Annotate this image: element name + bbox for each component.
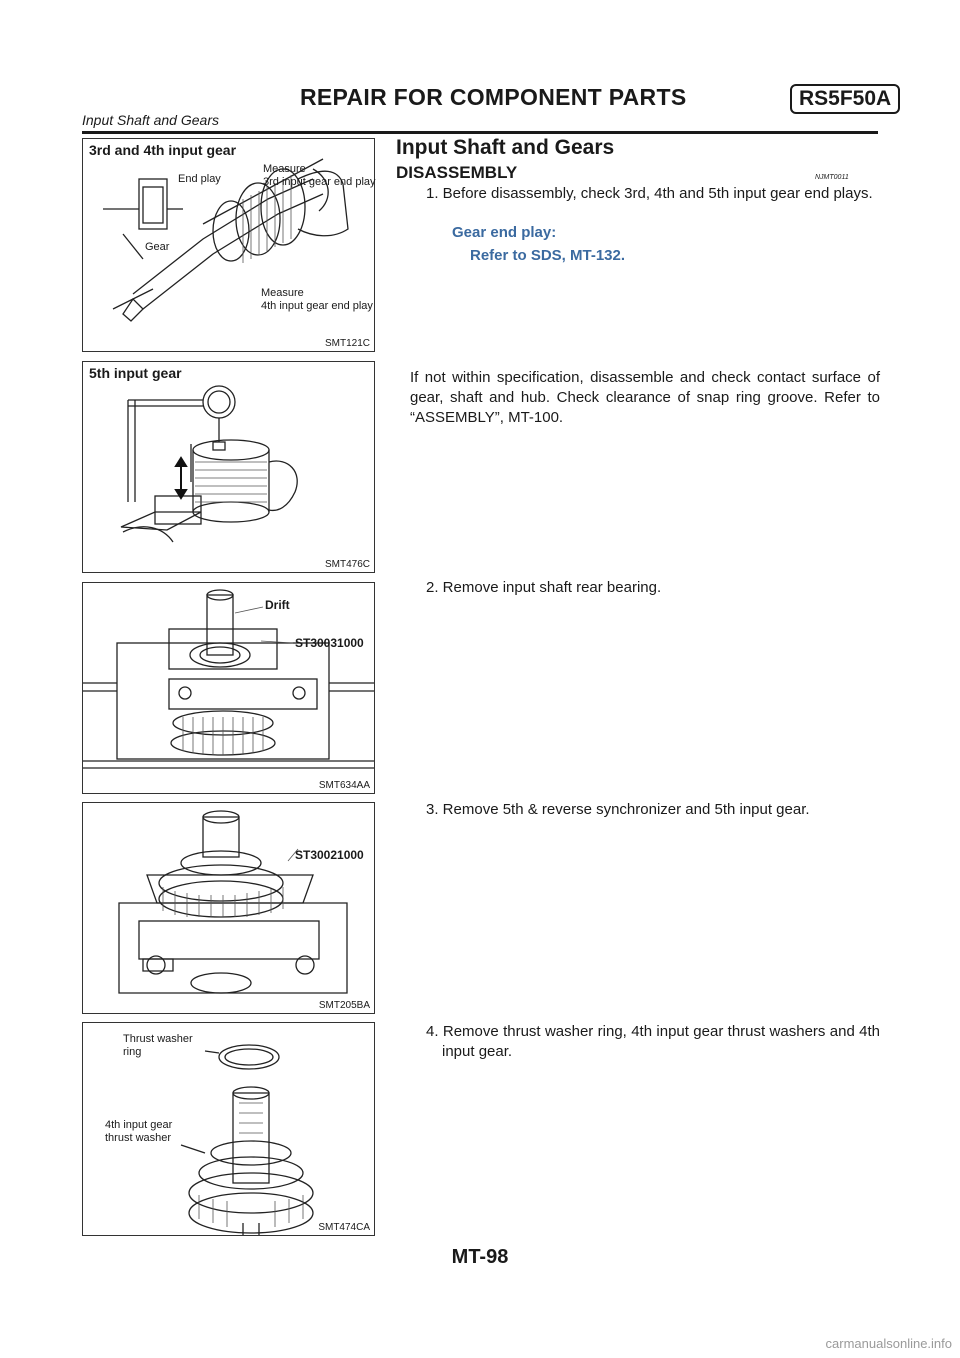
step-1: 1. Before disassembly, check 3rd, 4th and 5th input gear end plays. [426,185,873,202]
figure-4-code: SMT205BA [318,1000,370,1011]
figure-2-title: 5th input gear [89,365,182,381]
step-4: 4. Remove thrust washer ring, 4th input gear thrust washers and 4th input gear. [426,1023,880,1060]
step-3: 3. Remove 5th & reverse synchronizer and 5th input gear. [426,801,810,818]
figure-1-illustration [83,139,374,351]
figure-rear-bearing-removal [82,582,375,794]
label-4th-input-gear: 4th input gear [105,1119,173,1131]
section-ref-code: NJMT0011 [815,174,849,181]
label-measure-top: Measure [263,163,306,175]
note-paragraph: If not within specification, disassemble and check contact surface of gear, shaft and hub. Check clearance of snap ring groove. Refer to “ASSEMBLY”, MT-100. [410,369,880,426]
header-rule [82,131,878,134]
header-subtitle: Input Shaft and Gears [82,112,219,128]
section-subtitle: DISASSEMBLY [396,163,518,182]
label-thrust-washer-2: thrust washer [105,1132,172,1144]
label-gear: Gear [145,241,170,253]
figure-5-code: SMT474CA [318,1222,370,1233]
label-tool-st30031000: ST30031000 [295,636,364,650]
label-measure-4th: 4th input gear end play [261,300,373,312]
spec-value: Refer to SDS, MT-132. [470,247,626,264]
label-tool-st30021000: ST30021000 [295,848,364,862]
figure-end-play-3rd-4th [82,138,375,352]
figure-2-code: SMT476C [324,559,370,570]
spec-label: Gear end play: [452,224,557,241]
figure-4-illustration [83,803,374,1013]
figure-3-illustration [83,583,374,793]
label-thrust-washer: Thrust washer [123,1033,193,1045]
figure-synchronizer-removal [82,802,375,1014]
label-drift: Drift [265,598,290,612]
figure-1-title: 3rd and 4th input gear [89,142,237,158]
section-title: Input Shaft and Gears [396,136,615,159]
figure-5th-input-gear [82,361,375,573]
figure-thrust-washer-removal [82,1022,375,1236]
label-end-play: End play [178,173,221,185]
model-badge: RS5F50A [790,84,900,114]
figure-3-code: SMT634AA [318,780,370,791]
label-measure-3rd: 3rd input gear end play [263,176,376,188]
header-title: REPAIR FOR COMPONENT PARTS [300,84,687,110]
label-measure-bottom: Measure [261,287,304,299]
label-ring: ring [123,1046,142,1058]
page-number: MT-98 [451,1246,509,1268]
watermark: carmanualsonline.info [825,1336,952,1351]
step-2: 2. Remove input shaft rear bearing. [426,579,662,596]
figure-1-code: SMT121C [324,338,370,349]
figure-2-illustration [83,362,374,572]
